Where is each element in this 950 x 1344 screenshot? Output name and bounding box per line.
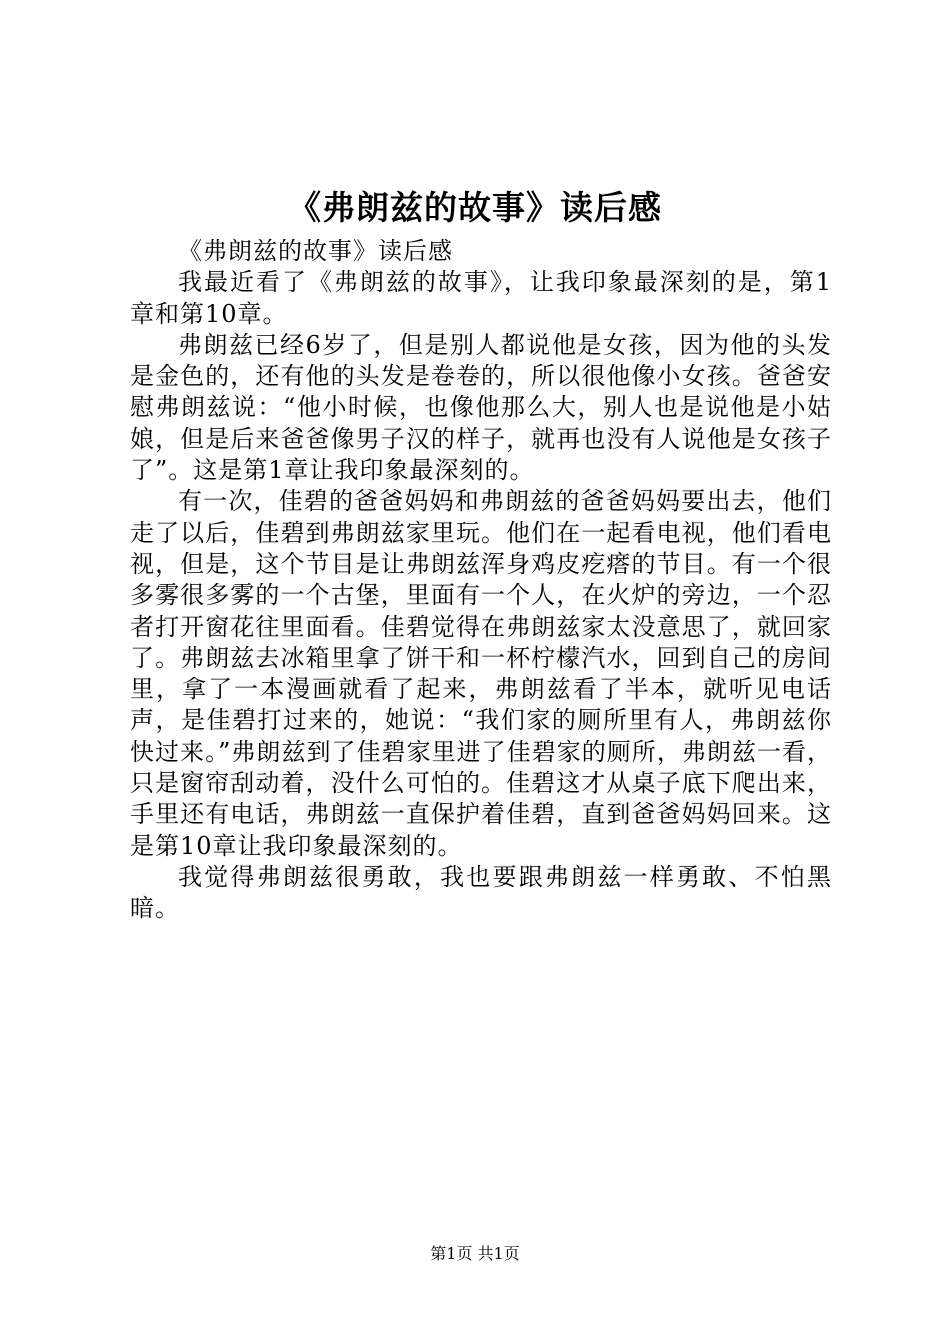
paragraph-subtitle: 《弗朗兹的故事》读后感 <box>178 237 453 265</box>
paragraph-conclusion: 我觉得弗朗兹很勇敢，我也要跟弗朗兹一样勇敢、不怕黑暗。 <box>130 862 832 923</box>
document-title: 《弗朗兹的故事》读后感 <box>288 188 662 227</box>
paragraph-intro: 我最近看了《弗朗兹的故事》，让我印象最深刻的是，第1章和第10章。 <box>130 268 832 328</box>
page-footer: 第1页 共1页 <box>430 1244 520 1263</box>
paragraph-chapter-1: 弗朗兹已经6岁了，但是别人都说他是女孩，因为他的头发是金色的，还有他的头发是卷卷的，所以很他像小女孩。爸爸安慰弗朗兹说：“他小时候，也像他那么大，别人也是说他是小姑娘，但是后来爸爸像男子汉的样子，就再也没有人说他是女孩子了”。这是第1章让我印象最深刻的。 <box>130 330 832 485</box>
paragraph-chapter-10: 有一次，佳碧的爸爸妈妈和弗朗兹的爸爸妈妈要出去，他们走了以后，佳碧到弗朗兹家里玩。他们在一起看电视，他们看电视，但是，这个节目是让弗朗兹浑身鸡皮疙瘩的节目。有一个很多雾很多雾的一个古堡，里面有一个人，在火炉的旁边，一个忍者打开窗花往里面看。佳碧觉得在弗朗兹家太没意思了，就回家了。弗朗兹去冰箱里拿了饼干和一杯柠檬汽水，回到自己的房间里，拿了一本漫画就看了起来，弗朗兹看了半本，就听见电话声，是佳碧打过来的，她说：“我们家的厕所里有人，弗朗兹你快过来。”弗朗兹到了佳碧家里进了佳碧家的厕所，弗朗兹一看，只是窗帘刮动着，没什么可怕的。佳碧这才从桌子底下爬出来，手里还有电话，弗朗兹一直保护着佳碧，直到爸爸妈妈回来。这是第10章让我印象最深刻的。 <box>130 487 832 860</box>
document-body <box>130 236 832 925</box>
